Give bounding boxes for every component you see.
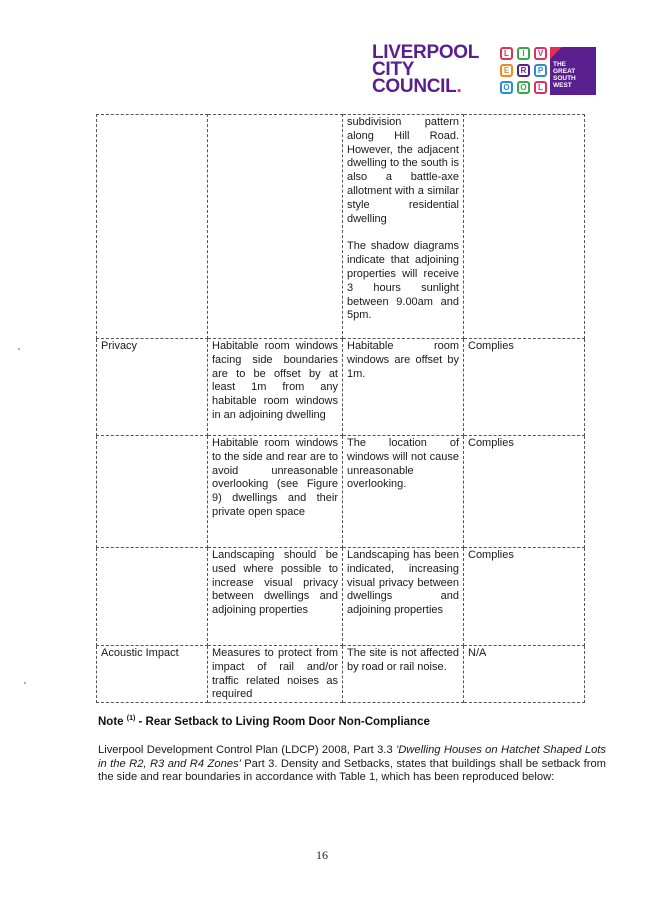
logo-line-3: COUNCIL [372,76,457,97]
compliance-table [96,114,585,703]
row-heading-cell: Privacy [97,339,208,436]
control-cell: Landscaping should be used where possible to increase visual privacy between dwellings and adjoining properties [208,548,343,646]
proposal-paragraph: subdivision pattern along Hill Road. However, the adjacent dwelling to the south is also a battle-axe allotment with a similar style residential dwelling [347,116,459,225]
note-prefix: Note [98,715,127,728]
compliance-cell: Complies [464,548,585,646]
control-cell: Habitable room windows to the side and rear are to avoid unreasonable overlooking (see Figure 9) dwellings and their private open space [208,436,343,548]
logo-grid-letter: I [517,47,530,60]
proposal-paragraph: The shadow diagrams indicate that adjoining properties will receive 3 hours sunlight between 9.00am and 5pm. [347,240,459,322]
logo-grid-letter: O [500,81,513,94]
note-heading [98,715,430,728]
badge-line: SOUTH [553,75,576,82]
logo-dot: . [456,76,462,97]
proposal-cell [343,115,464,339]
logo-line-1: LIVERPOOL [372,42,480,63]
control-cell: Measures to protect from impact of rail and/or traffic related noises as required [208,646,343,703]
proposal-cell: The location of windows will not cause unreasonable overlooking. [343,436,464,548]
badge-line: THE [553,61,566,68]
compliance-cell [464,115,585,339]
liverpool-city-council-logo [372,44,602,102]
row-heading-cell [97,436,208,548]
logo-grid-letter: O [517,81,530,94]
scan-speck [18,348,20,350]
note-superscript: (1) [126,715,136,722]
table-row [97,436,585,548]
control-cell: Habitable room windows facing side boundaries are to be offset by at least 1m from any habitable room windows in an adjoining dwelling [208,339,343,436]
badge-line: WEST [553,82,572,89]
body-text: Liverpool Development Control Plan (LDCP) 2008, Part 3.3 [98,744,397,756]
table-row [97,646,585,703]
logo-grid-letter: L [534,81,547,94]
great-south-west-badge [550,47,596,95]
logo-letter-grid [500,47,548,95]
logo-grid-letter: V [534,47,547,60]
logo-wordmark [372,44,479,95]
row-heading-cell [97,548,208,646]
logo-grid-letter: E [500,64,513,77]
logo-grid-letter: R [517,64,530,77]
badge-line: GREAT [553,68,576,75]
logo-grid-letter: P [534,64,547,77]
control-cell [208,115,343,339]
logo-grid-letter: L [500,47,513,60]
proposal-cell: Habitable room windows are offset by 1m. [343,339,464,436]
body-italic-title: 'Dwelling Houses on Hatchet Shaped Lots in the R2, R3 and R4 Zones' [98,744,607,770]
proposal-cell: The site is not affected by road or rail noise. [343,646,464,703]
body-text: Part 3. Density and Setbacks, states that buildings shall be setback from the side and rear boundaries in accordance with Table 1, which has been reproduced below: [98,757,606,784]
table-row [97,548,585,646]
body-paragraph [98,744,606,785]
note-title: - Rear Setback to Living Room Door Non-Compliance [135,715,430,728]
compliance-cell: Complies [464,339,585,436]
scan-speck [24,682,26,684]
compliance-cell: Complies [464,436,585,548]
compliance-cell: N/A [464,646,585,703]
page-number: 16 [316,848,328,862]
logo-line-2: CITY [372,59,415,80]
table-row [97,115,585,339]
row-heading-cell: Acoustic Impact [97,646,208,703]
row-heading-cell [97,115,208,339]
table-row [97,339,585,436]
proposal-cell: Landscaping has been indicated, increasing visual privacy between dwellings and adjoining properties [343,548,464,646]
